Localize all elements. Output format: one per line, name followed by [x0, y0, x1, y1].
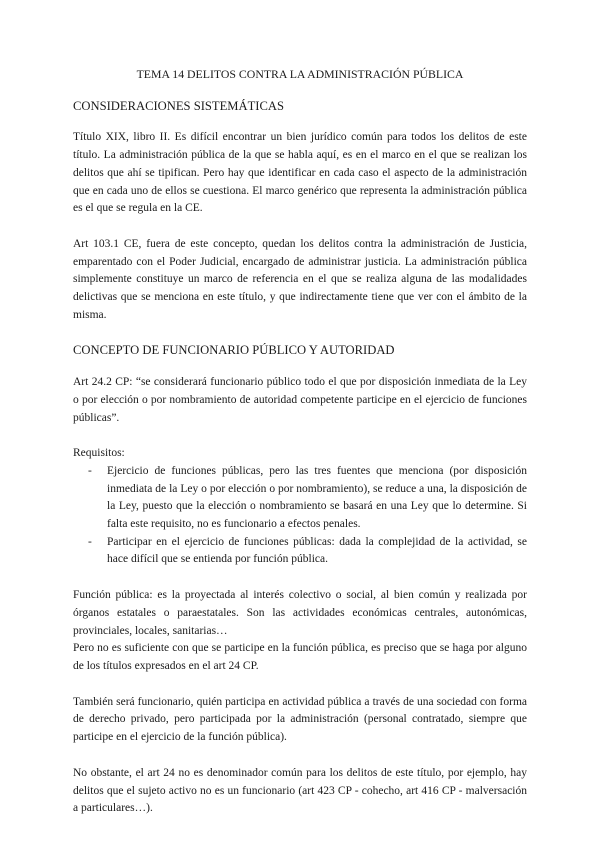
paragraph-no-obstante: No obstante, el art 24 no es denominador común para los delitos de este título, por ejemplo, hay delitos que el sujeto activo no es un funcionario (art 423 CP - cohecho, art 416 CP - malversación a particulares…).: [73, 766, 527, 815]
section-heading-consideraciones: CONSIDERACIONES SISTEMÁTICAS: [73, 98, 284, 113]
list-item: [73, 534, 527, 569]
document-title: TEMA 14 DELITOS CONTRA LA ADMINISTRACIÓN PÚBLICA: [136, 67, 464, 81]
section-heading-funcionario: CONCEPTO DE FUNCIONARIO PÚBLICO Y AUTORIDAD: [73, 343, 395, 358]
paragraph-no-suficiente: Pero no es suficiente con que se participe en la función pública, es preciso que se haga por alguno de los títulos expresados en el art 24 CP.: [73, 642, 527, 672]
document-content: [73, 66, 527, 836]
paragraph-tambien: También será funcionario, quién participa en actividad pública a través de una sociedad con forma de derecho privado, pero participada por la administración (personal contratado, siempre que participe en el ejercicio de la función pública).: [73, 695, 527, 744]
list-dash: -: [88, 464, 92, 477]
list-item-text: Participar en el ejercicio de funciones públicas: dada la complejidad de la actividad, se hace difícil que se entienda por función pública.: [107, 535, 527, 566]
paragraph-funcion-publica: Función pública: es la proyectada al interés colectivo o social, al bien común y realizada por órganos estatales o paraestatales. Son las actividades económicas centrales, autonómicas, provinciales, locales, sanitarias…: [73, 589, 527, 637]
paragraph: Art 103.1 CE, fuera de este concepto, quedan los delitos contra la administración de Justicia, emparentado con el Poder Judicial, encargado de administrar justicia. La administración pública simplemente constituye un marco de referencia en el que se realiza alguna de las modalidades delictivas que se menciona en este título, y que indirectamente tiene que ver con el ámbito de la misma.: [73, 237, 527, 321]
requisitos-label: Requisitos:: [73, 447, 125, 460]
list-dash: -: [88, 535, 92, 548]
paragraph: Título XIX, libro II. Es difícil encontrar un bien jurídico común para todos los delitos de este título. La administración pública de la que se habla aquí, es en el marco en el que se realizan los delitos que ahí se tipifican. Pero hay que identificar en cada caso el aspecto de la administración que en cada uno de ellos se cuestiona. El marco genérico que representa la administración pública es el que se regula en la CE.: [73, 131, 527, 215]
list-item-text: Ejercicio de funciones públicas, pero las tres fuentes que menciona (por disposición inmediata de la Ley o por elección o por nombramiento), se reduce a una, la disposición de la Ley, puesto que la elección o nombramiento se basará en una Ley que lo determine. Si falta este requisito, no es funcionario a efectos penales.: [107, 464, 527, 531]
paragraph-art-24-2: Art 24.2 CP: “se considerará funcionario público todo el que por disposición inmediata de la Ley o por elección o por nombramiento de autoridad competente participe en el ejercicio de funciones públicas”.: [73, 376, 527, 424]
list-item: [73, 463, 527, 534]
requisitos-list: [73, 463, 527, 569]
